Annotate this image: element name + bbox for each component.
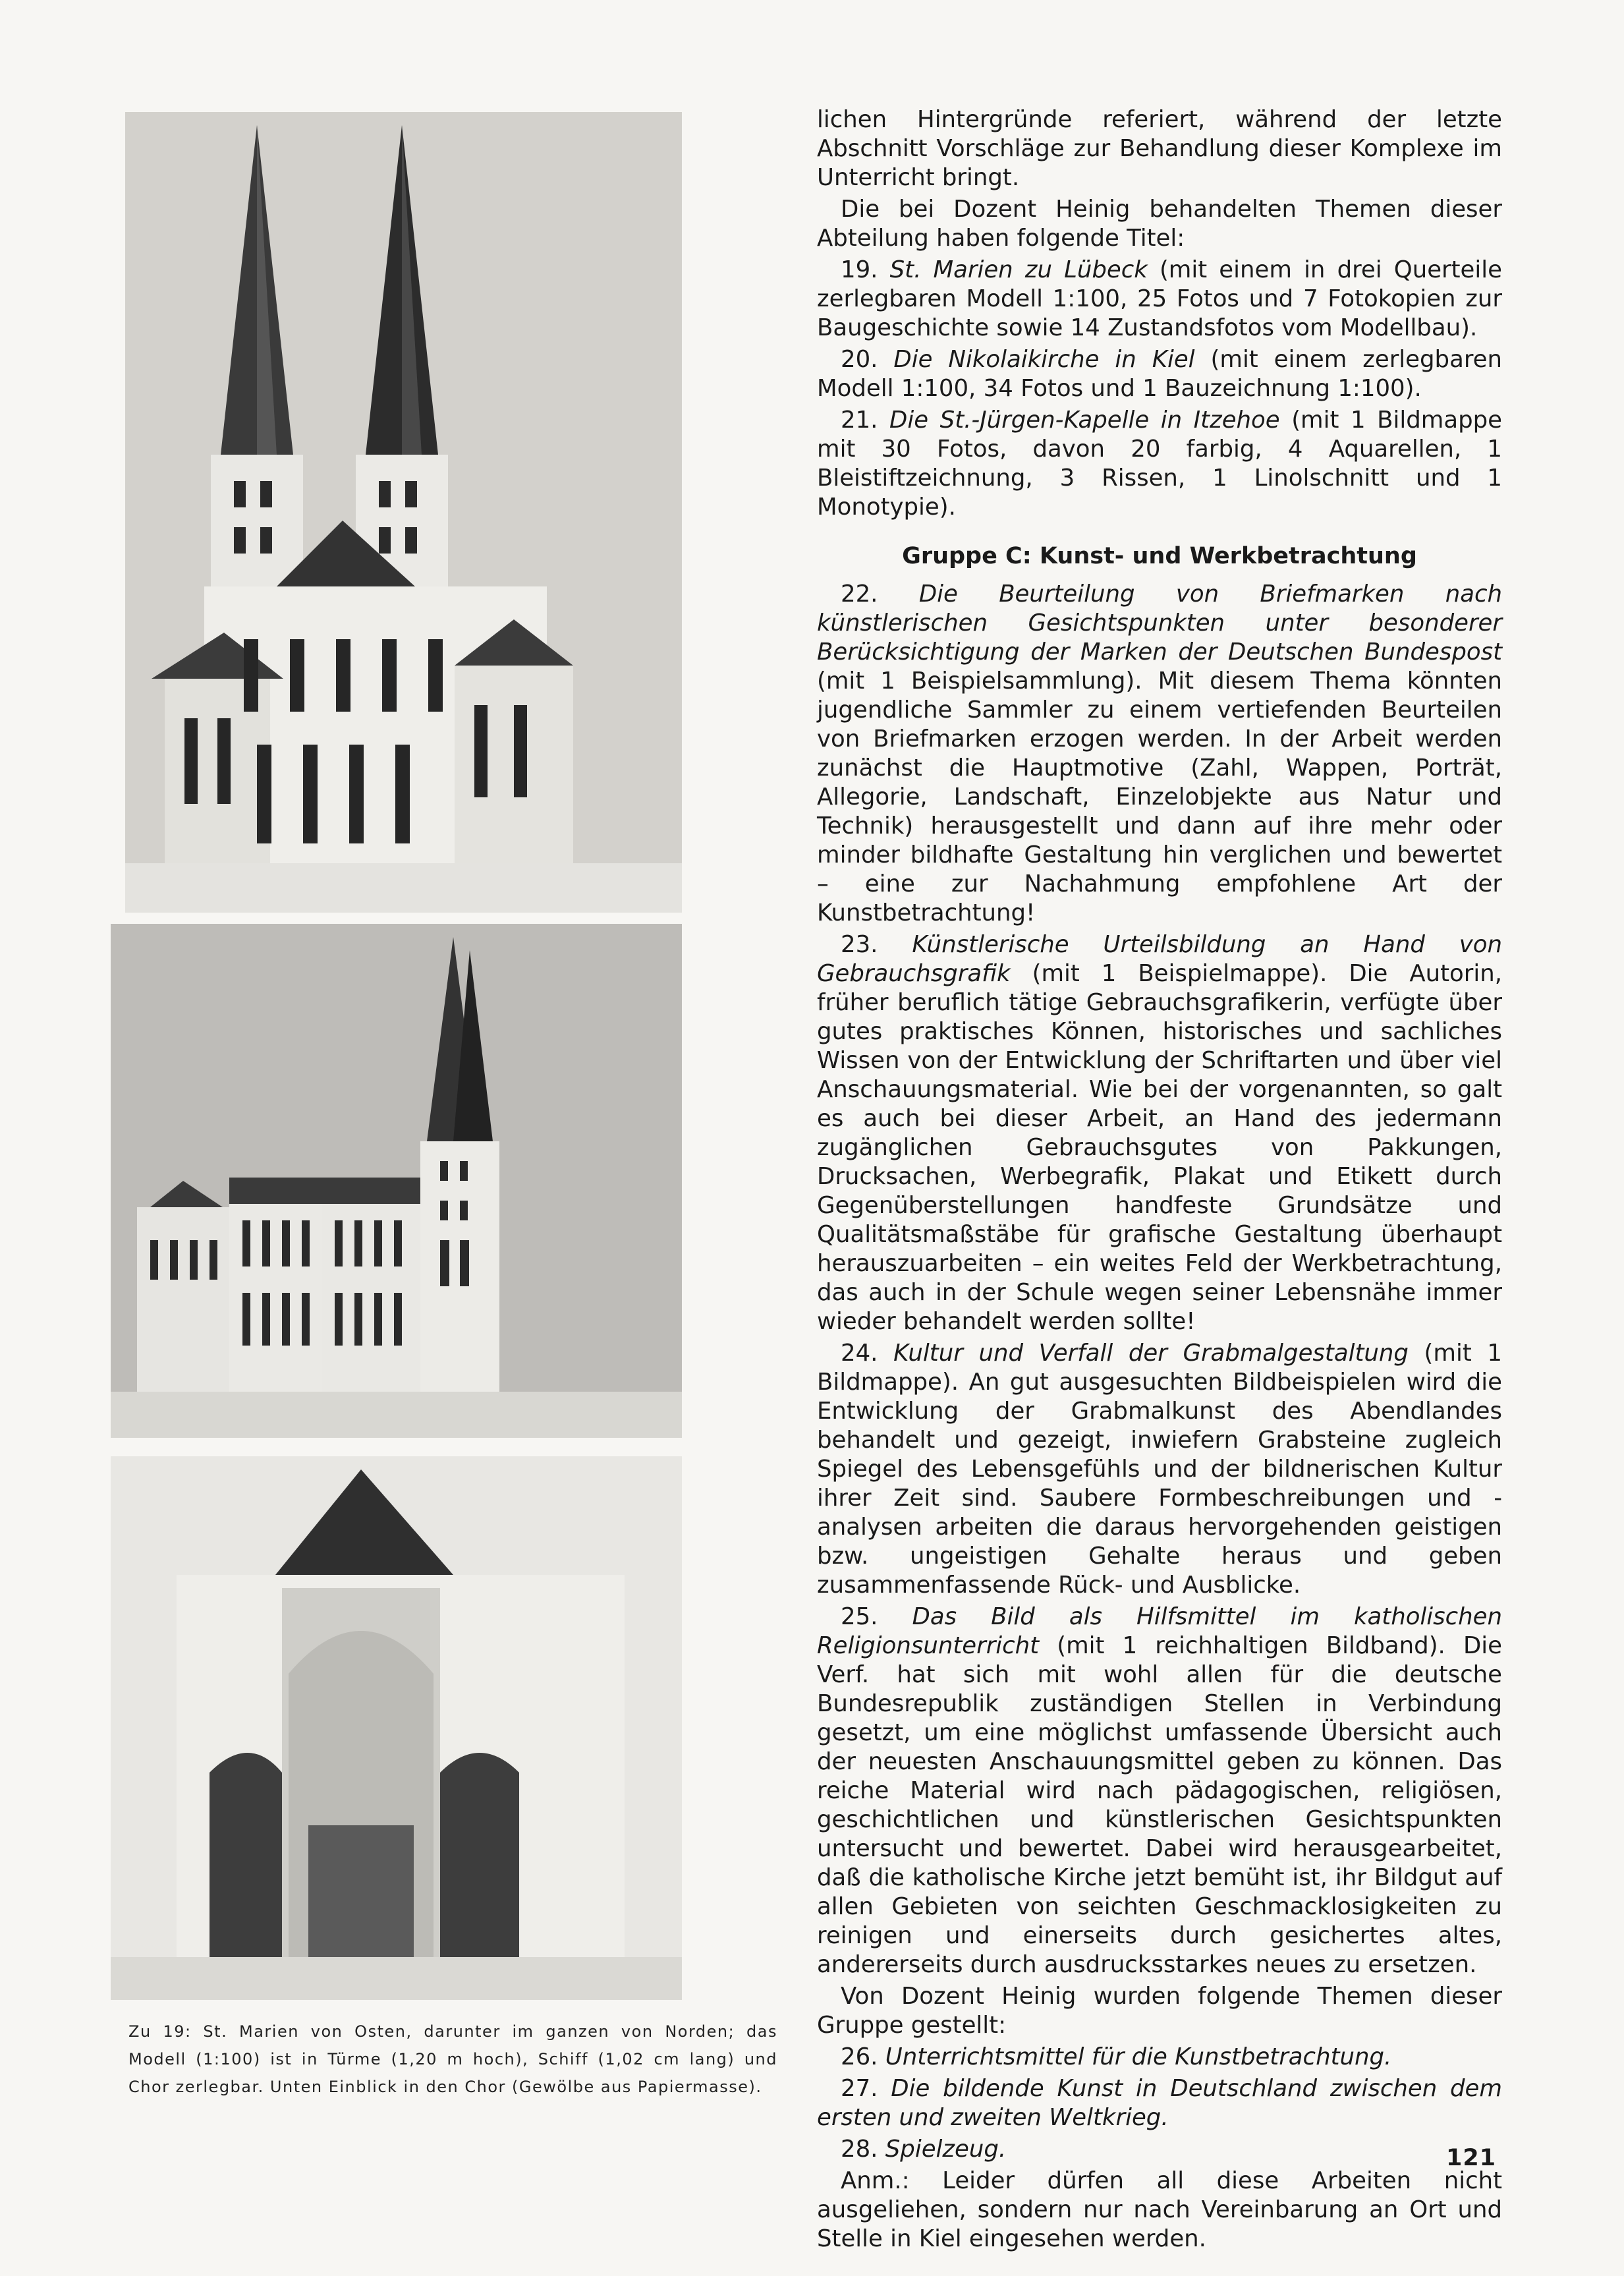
list-item-21: 21. Die St.-Jürgen-Kapelle in Itzehoe (mit 1 Bildmappe mit 30 Fotos, davon 20 farbig, 4 Aquarellen, 1 Bleistiftzeichnung, 3 Rissen, 1 Linolschnitt und 1 Monotypie). <box>817 407 1502 521</box>
list-item-28: 28. Spielzeug. <box>841 2136 1007 2163</box>
list-item-23: 23. Künstlerische Urteilsbildung an Hand von Gebrauchsgrafik (mit 1 Beispielmappe). Die Autorin, früher beruflich tätige Gebrauchsgrafikerin, verfügte über gutes praktisches Können, historisches und sachliches Wissen von der Entwicklung der Schriftarten und über viel Anschauungsmaterial. Wie bei der vorgenannten, so galt es auch bei dieser Arbeit, an Hand des jedermann zugänglichen Gebrauchsgutes von Pakkungen, Drucksachen, Werbegrafik, Plakat und Etikett durch Gegenüberstellungen handfeste Grundsätze und Qualitätsmaßstäbe für grafische Gestaltung überhaupt herauszuarbeiten – ein weites Feld der Werkbetrachtung, das auch in der Schule wegen seiner Lebensnähe immer wieder behandelt werden sollte! <box>817 931 1502 1335</box>
section-heading-group-c: Gruppe C: Kunst- und Werkbetrachtung <box>902 543 1417 569</box>
list-item-27: 27. Die bildende Kunst in Deutschland zwischen dem ersten und zweiten Weltkrieg. <box>817 2075 1502 2131</box>
photo-choir-interior <box>111 1456 682 2000</box>
text-column <box>817 105 1502 2256</box>
paragraph-heinig-c: Von Dozent Heinig wurden folgende Themen dieser Gruppe gestellt: <box>817 1983 1502 2039</box>
page-number: 121 <box>1446 2145 1497 2171</box>
figure-caption: Zu 19: St. Marien von Osten, darunter im ganzen von Norden; das Modell (1:100) ist in Türme (1,20 m hoch), Schiff (1,02 cm lang) und Chor zerlegbar. Unten Einblick in den Chor (Gewölbe aus Papiermasse). <box>128 2022 777 2096</box>
photo-church-model-north <box>111 924 682 1438</box>
list-item-19: 19. St. Marien zu Lübeck (mit einem in drei Querteile zerlegbaren Modell 1:100, 25 Fotos und 7 Fotokopien zur Baugeschichte sowie 14 Zustandsfotos vom Modellbau). <box>817 256 1502 341</box>
list-item-20: 20. Die Nikolaikirche in Kiel (mit einem zerlegbaren Modell 1:100, 34 Fotos und 1 Bauzeichnung 1:100). <box>817 346 1502 402</box>
paragraph-intro: lichen Hintergründe referiert, während der letzte Abschnitt Vorschläge zur Behandlung dieser Komplexe im Unterricht bringt. <box>817 106 1502 191</box>
list-item-22: 22. Die Beurteilung von Briefmarken nach künstlerischen Gesichtspunkten unter besonderer Berücksichtigung der Marken der Deutschen Bundespost (mit 1 Beispielsammlung). Mit diesem Thema könnten jugendliche Sammler zu einem vertiefenden Beurteilen von Briefmarken erzogen werden. In der Arbeit werden zunächst die Hauptmotive (Zahl, Wappen, Porträt, Allegorie, Landschaft, Einzelobjekte aus Natur und Technik) herausgestellt und dann auf ihre mehr oder minder bildhafte Gestaltung hin verglichen und bewertet – eine zur Nachahmung empfohlene Art der Kunstbetrachtung! <box>817 581 1502 926</box>
list-item-26: 26. Unterrichtsmittel für die Kunstbetrachtung. <box>841 2043 1392 2070</box>
photo-church-model-east <box>125 112 682 913</box>
list-item-25: 25. Das Bild als Hilfsmittel im katholischen Religionsunterricht (mit 1 reichhaltigen Bildband). Die Verf. hat sich mit wohl allen für die deutsche Bundesrepublik zuständigen Stellen in Verbindung gesetzt, um eine möglichst umfassende Übersicht auch der neuesten Anschauungsmittel geben zu können. Das reiche Material wird nach pädagogischen, religiösen, geschichtlichen und künstlerischen Gesichtspunkten untersucht und bewertet. Dabei wird herausgearbeitet, daß die katholische Kirche jetzt bemüht ist, ihr Bildgut auf allen Gebieten von seichten Geschmacklosigkeiten zu reinigen und einerseits durch gesichertes altes, andererseits durch ausdrucksstarkes neues zu ersetzen. <box>817 1603 1502 1978</box>
paragraph-note: Anm.: Leider dürfen all diese Arbeiten nicht ausgeliehen, sondern nur nach Vereinbarung an Ort und Stelle in Kiel eingesehen werden. <box>817 2167 1502 2252</box>
list-item-24: 24. Kultur und Verfall der Grabmalgestaltung (mit 1 Bildmappe). An gut ausgesuchten Bildbeispielen wird die Entwicklung der Grabmalkunst des Abendlandes behandelt und gezeigt, inwiefern Grabsteine zugleich Spiegel des Lebensgefühls und der bildnerischen Kultur ihrer Zeit sind. Saubere Formbeschreibungen und -analysen arbeiten die daraus hervorgehenden geistigen bzw. ungeistigen Gehalte heraus und geben zusammenfassende Rück- und Ausblicke. <box>817 1340 1502 1599</box>
paragraph-heinig-b: Die bei Dozent Heinig behandelten Themen dieser Abteilung haben folgende Titel: <box>817 196 1502 252</box>
